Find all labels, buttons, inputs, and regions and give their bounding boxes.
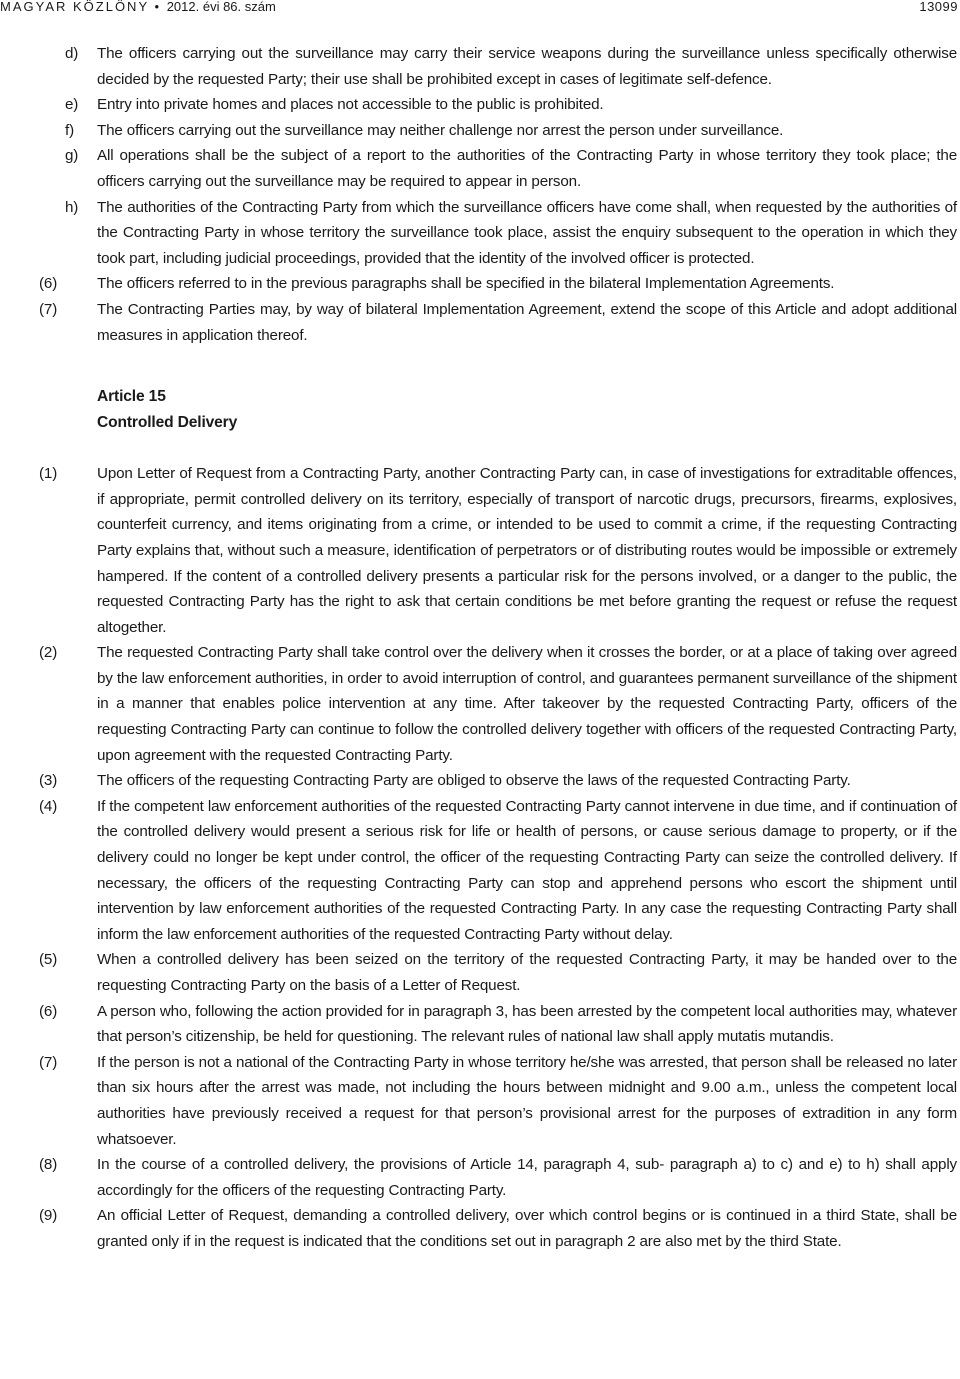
paragraph-text: If the person is not a national of the Contracting Party in whose territory he/she was arrested, that person shall be released no later than six hours after the arrest was made, not including the hours between midnight and 9.00 a.m., unless the competent local authorities have previously received a request for that person’s provisional arrest for the purposes of extradition in any form whatsoever. xyxy=(97,1053,957,1148)
paragraph-text: The officers referred to in the previous paragraphs shall be specified in the bilateral Implementation Agreements. xyxy=(97,275,835,293)
article-number: Article 15 xyxy=(97,388,166,406)
document-body xyxy=(0,41,960,1255)
paragraph-number: (7) xyxy=(39,1053,58,1071)
bullet-separator: • xyxy=(154,0,162,14)
paragraph-item xyxy=(0,461,957,640)
paragraph-item xyxy=(0,947,957,998)
page-number: 13099 xyxy=(919,0,958,14)
paragraph-item xyxy=(0,1050,957,1152)
paragraph-text: If the competent law enforcement authorities of the requested Contracting Party cannot intervene in due time, and if continuation of the controlled delivery would present a serious risk for life or health of persons, or cause serious damage to property, or if the delivery could no longer be kept under control, the officer of the requesting Contracting Party can seize the controlled delivery. If necessary, the officers of the requesting Contracting Party can stop and apprehend persons who escort the shipment until intervention by law enforcement authorities of the requested Contracting Party. In any case the requesting Contracting Party shall inform the law enforcement authorities of the requested Contracting Party without delay. xyxy=(97,797,957,943)
list-item xyxy=(0,41,957,92)
paragraph-number: (4) xyxy=(39,797,58,815)
paragraph-number: (1) xyxy=(39,465,58,483)
list-text: The authorities of the Contracting Party from which the surveillance officers have come shall, when requested by the authorities of the Contracting Party in whose territory the surveillance took place, assist the enquiry subsequent to the operation in which they took part, including judicial proceedings, provided that the identity of the involved officer is protected. xyxy=(97,198,957,267)
paragraph-item xyxy=(0,999,957,1050)
paragraph-text: In the course of a controlled delivery, the provisions of Article 14, paragraph 4, sub- paragraph a) to c) and e) to h) shall apply accordingly for the officers of the requesting Contracting Party. xyxy=(97,1156,957,1199)
paragraph-item xyxy=(0,794,957,948)
paragraph-number: (6) xyxy=(39,1002,58,1020)
paragraph-text: Upon Letter of Request from a Contracting Party, another Contracting Party can, in case of investigations for extraditable offences, if appropriate, permit controlled delivery on its territory, especially of transport of narcotic drugs, precursors, firearms, explosives, counterfeit currency, and items originating from a crime, or intended to be used to commit a crime, if the requesting Contracting Party explains that, without such a measure, identification of perpetrators or of distributing routes would be impossible or extremely hampered. If the content of a controlled delivery presents a particular risk for the persons involved, or a danger to the public, the requested Contracting Party has the right to ask that certain conditions be met before granting the request or refuse the request altogether. xyxy=(97,465,957,636)
paragraph-number: (2) xyxy=(39,644,58,662)
journal-name: MAGYAR KÖZLÖNY xyxy=(0,0,149,14)
list-text: All operations shall be the subject of a report to the authorities of the Contracting Party in whose territory they took place; the officers carrying out the surveillance may be required to appear in person. xyxy=(97,147,957,190)
paragraph-number: (7) xyxy=(39,300,58,318)
paragraph-text: The Contracting Parties may, by way of bilateral Implementation Agreement, extend the scope of this Article and adopt additional measures in application thereof. xyxy=(97,300,957,344)
paragraph-item xyxy=(0,1203,957,1254)
paragraph-number: (3) xyxy=(39,772,58,790)
running-head xyxy=(0,0,276,14)
list-marker: d) xyxy=(65,45,79,62)
paragraph-text: An official Letter of Request, demanding a controlled delivery, over which control begins or is continued in a third State, shall be granted only if in the request is indicated that the conditions set out in paragraph 2 are also met by the third State. xyxy=(97,1207,957,1250)
list-item xyxy=(0,195,957,272)
paragraph-text: A person who, following the action provided for in paragraph 3, has been arrested by the competent local authorities may, whatever that person’s citizenship, be held for questioning. The relevant rules of national law shall apply mutatis mutandis. xyxy=(97,1002,957,1046)
list-item xyxy=(0,143,957,194)
list-text: The officers carrying out the surveillance may carry their service weapons during the surveillance unless specifically otherwise decided by the requested Party; their use shall be prohibited except in cases of legitimate self-defence. xyxy=(97,45,957,88)
list-text: The officers carrying out the surveillance may neither challenge nor arrest the person under surveillance. xyxy=(97,121,784,139)
paragraph-text: The officers of the requesting Contracting Party are obliged to observe the laws of the requested Contracting Party. xyxy=(97,772,851,790)
paragraph-item xyxy=(0,640,957,768)
paragraph-number: (5) xyxy=(39,951,58,969)
list-marker: e) xyxy=(65,96,79,114)
paragraph-text: When a controlled delivery has been seized on the territory of the requested Contracting Party, it may be handed over to the requesting Contracting Party on the basis of a Letter of Request. xyxy=(97,951,957,994)
issue-number: 2012. évi 86. szám xyxy=(166,0,276,14)
list-item xyxy=(0,118,957,144)
paragraph-number: (6) xyxy=(39,275,58,293)
paragraph-item xyxy=(0,297,957,348)
list-item xyxy=(0,92,957,118)
article-paragraphs xyxy=(0,461,960,1254)
surveillance-clauses-list xyxy=(0,41,960,348)
paragraph-text: The requested Contracting Party shall take control over the delivery when it crosses the border, or at a place of taking over agreed by the law enforcement authorities, in order to avoid interruption of control, and guarantees permanent surveillance of the shipment in a manner that enables police intervention at any time. After takeover by the requested Contracting Party, officers of the requesting Contracting Party can continue to follow the controlled delivery together with officers of the requested Contracting Party, upon agreement with the requested Contracting Party. xyxy=(97,644,957,764)
list-marker: g) xyxy=(65,147,79,165)
paragraph-item xyxy=(0,768,957,794)
list-text: Entry into private homes and places not accessible to the public is prohibited. xyxy=(97,96,604,114)
list-marker: h) xyxy=(65,198,79,216)
paragraph-item xyxy=(0,271,957,297)
paragraph-item xyxy=(0,1152,957,1203)
list-marker: f) xyxy=(65,121,74,139)
page-header xyxy=(0,0,960,19)
article-title: Controlled Delivery xyxy=(97,414,238,432)
paragraph-number: (8) xyxy=(39,1156,58,1174)
paragraph-number: (9) xyxy=(39,1207,58,1225)
